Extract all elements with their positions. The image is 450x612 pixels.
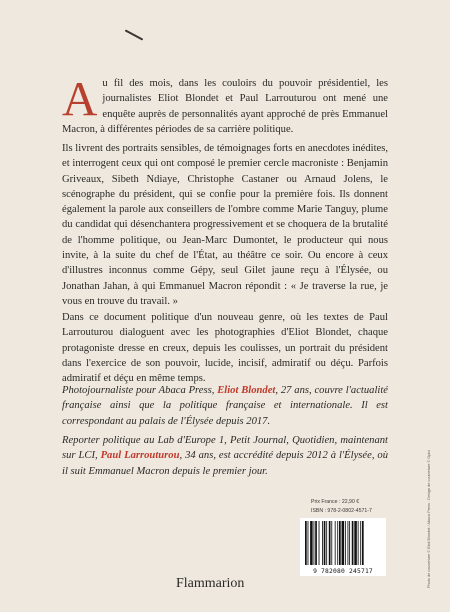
portraits-paragraph: Ils livrent des portraits sensibles, de témoignages forts en anecdotes inédites, et interrogent ceux qui ont composé le premier cercle macroniste : Benjamin Griveaux, Sibeth Ndiaye, Christophe Castaner ou Arnaud Jolens, le scénographe du président, qui se confie pour la première fois. Ils donnent également la parole aux conseillers de l'ombre comme Marie Tanguy, plume du candidat qui désenchantera progressivement et se choquera de la brutalité de l'homme politique, ou Jean-Marc Dumontet, le producteur qui nous invite, à la suite du chef de l'État, au théâtre ce soir. Ou encore à ceux d'illustres inconnus comme Gépy, seul Gilet jaune reçu à l'Élysée, ou Jonathan Jahan, à qui Emmanuel Macron répondit : « Je traverse la rue, je vous en trouve du travail. »	[62, 143, 388, 307]
author-name-paul-larrouturou: Paul Larrouturou	[100, 450, 180, 462]
author-bio-paul-larrouturou	[62, 433, 388, 479]
bio1-before: Photojournaliste pour Abaca Press,	[62, 385, 218, 396]
intro-paragraph	[62, 71, 388, 137]
bio2-before: Reporter politique au Lab d'Europe 1, Petit Journal, Quotidien, maintenant sur LCI,	[62, 435, 388, 462]
drop-cap: A	[62, 71, 98, 126]
intro-text: u fil des mois, dans les couloirs du pouvoir présidentiel, les journalistes Eliot Blondet et Paul Larrouturou ont mené une enquête auprès de personnalités ayant approché de près Emmanuel Macron, à différentes périodes de sa carrière politique.	[62, 78, 388, 135]
barcode-bars-icon	[304, 521, 382, 565]
barcode-digits: 9 782080 245717	[313, 568, 373, 575]
decorative-flourish	[125, 29, 144, 40]
cover-credits: Photo de couverture © Eliot Blondet / Abaca Press · Design de couverture © Opixi	[427, 450, 431, 588]
barcode	[300, 518, 386, 576]
isbn-label: ISBN : 978-2-0802-4571-7	[311, 508, 372, 514]
publisher-name: Flammarion	[176, 576, 245, 591]
author-name-eliot-blondet: Eliot Blondet	[217, 385, 276, 396]
bio2-after: , 34 ans, est accrédité depuis 2012 à l'Élysée, où il suit Emmanuel Macron depuis le premier jour.	[62, 450, 389, 477]
price-label: Prix France : 22,90 €	[311, 499, 360, 505]
document-paragraph: Dans ce document politique d'un nouveau genre, où les textes de Paul Larrouturou dialoguent avec les photographies d'Eliot Blondet, chaque protagoniste dresse en creux, depuis les coulisses, un portrait du président dans l'exercice de son pouvoir, lucide, incisif, admiratif ou déçu. Parfois admiratif et déçu en même temps.	[62, 312, 388, 385]
author-bio-eliot-blondet	[62, 383, 388, 429]
bio1-after: , 27 ans, couvre l'actualité française ainsi que la politique française et internationale. Il est correspondant au palais de l'Élysée depuis 2017.	[62, 385, 388, 427]
price-isbn-block	[311, 498, 391, 516]
